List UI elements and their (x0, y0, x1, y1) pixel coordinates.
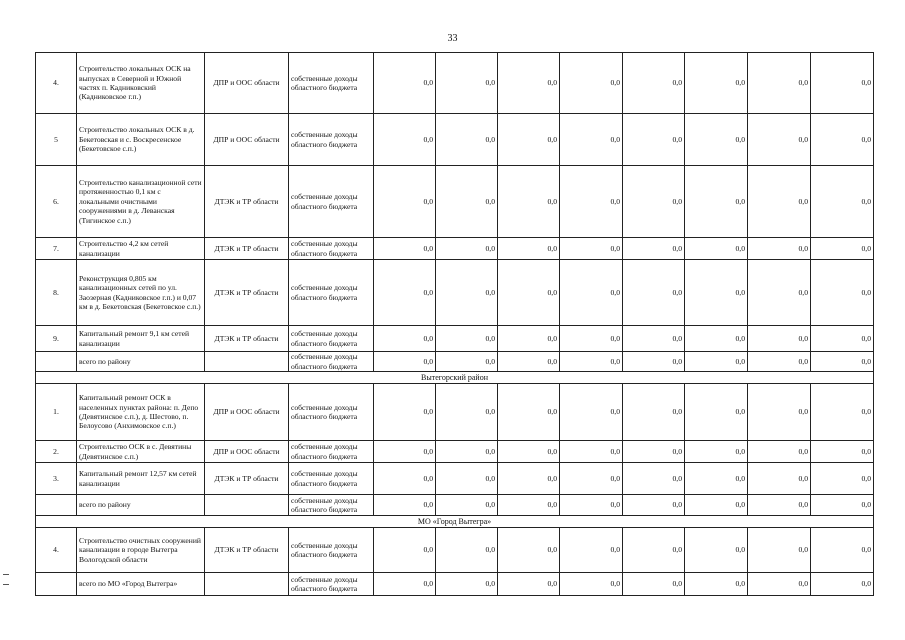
amount-cell: 0,0 (811, 463, 874, 495)
activity-name: Строительство ОСК в с. Девятины (Девятинское с.п.) (77, 441, 205, 463)
amount-cell: 0,0 (498, 238, 560, 260)
table-row (36, 53, 874, 114)
funding-source: собственные доходы областного бюджета (289, 573, 374, 596)
row-number: 1. (36, 384, 77, 441)
amount-cell: 0,0 (498, 352, 560, 372)
amount-cell: 0,0 (560, 495, 623, 516)
table-row (36, 463, 874, 495)
amount-cell: 0,0 (623, 528, 685, 573)
total-row (36, 352, 874, 372)
margin-mark (3, 584, 9, 585)
amount-cell: 0,0 (623, 326, 685, 352)
amount-cell: 0,0 (498, 166, 560, 238)
amount-cell: 0,0 (811, 441, 874, 463)
amount-cell: 0,0 (811, 528, 874, 573)
amount-cell: 0,0 (685, 495, 748, 516)
row-number (36, 352, 77, 372)
amount-cell: 0,0 (623, 495, 685, 516)
row-number: 5 (36, 114, 77, 166)
funding-source: собственные доходы областного бюджета (289, 238, 374, 260)
executor: ДТЭК и ТР области (205, 326, 289, 352)
amount-cell: 0,0 (498, 384, 560, 441)
funding-source: собственные доходы областного бюджета (289, 326, 374, 352)
amount-cell: 0,0 (623, 441, 685, 463)
amount-cell: 0,0 (436, 495, 498, 516)
table-row (36, 441, 874, 463)
row-number: 2. (36, 441, 77, 463)
total-row (36, 573, 874, 596)
amount-cell: 0,0 (811, 238, 874, 260)
amount-cell: 0,0 (560, 463, 623, 495)
amount-cell: 0,0 (811, 495, 874, 516)
amount-cell: 0,0 (623, 238, 685, 260)
amount-cell: 0,0 (560, 166, 623, 238)
amount-cell: 0,0 (374, 114, 436, 166)
amount-cell: 0,0 (811, 114, 874, 166)
amount-cell: 0,0 (685, 53, 748, 114)
amount-cell: 0,0 (623, 53, 685, 114)
table-row (36, 326, 874, 352)
amount-cell: 0,0 (685, 326, 748, 352)
activity-name: Строительство локальных ОСК на выпусках в Северной и Южной частях п. Кадниковский (Кадниковское г.п.) (77, 53, 205, 114)
amount-cell: 0,0 (748, 463, 811, 495)
amount-cell: 0,0 (436, 573, 498, 596)
amount-cell: 0,0 (498, 495, 560, 516)
row-number: 4. (36, 53, 77, 114)
amount-cell: 0,0 (498, 53, 560, 114)
amount-cell: 0,0 (374, 238, 436, 260)
activity-name: всего по району (77, 352, 205, 372)
executor (205, 573, 289, 596)
amount-cell: 0,0 (436, 463, 498, 495)
activity-name: Капитальный ремонт ОСК в населенных пунктах района: п. Депо (Девятинское с.п.), д. Шестово, п. Белоусово (Анхимовское с.п.) (77, 384, 205, 441)
amount-cell: 0,0 (623, 166, 685, 238)
amount-cell: 0,0 (685, 384, 748, 441)
amount-cell: 0,0 (748, 53, 811, 114)
district-header-row (36, 372, 874, 384)
amount-cell: 0,0 (560, 384, 623, 441)
executor: ДПР и ООС области (205, 441, 289, 463)
executor: ДТЭК и ТР области (205, 528, 289, 573)
executor: ДПР и ООС области (205, 114, 289, 166)
amount-cell: 0,0 (374, 463, 436, 495)
amount-cell: 0,0 (374, 326, 436, 352)
amount-cell: 0,0 (374, 352, 436, 372)
activity-name: Строительство очистных сооружений канализации в городе Вытегра Вологодской области (77, 528, 205, 573)
activity-name: Капитальный ремонт 12,57 км сетей канализации (77, 463, 205, 495)
row-number: 3. (36, 463, 77, 495)
executor (205, 352, 289, 372)
executor: ДТЭК и ТР области (205, 463, 289, 495)
amount-cell: 0,0 (623, 352, 685, 372)
amount-cell: 0,0 (560, 441, 623, 463)
page-number: 33 (447, 33, 458, 44)
table-row (36, 114, 874, 166)
amount-cell: 0,0 (685, 260, 748, 326)
amount-cell: 0,0 (498, 441, 560, 463)
table-row (36, 528, 874, 573)
amount-cell: 0,0 (685, 573, 748, 596)
amount-cell: 0,0 (685, 528, 748, 573)
amount-cell: 0,0 (374, 573, 436, 596)
district-title: Вытегорский район (36, 372, 874, 384)
margin-mark (3, 574, 9, 575)
funding-source: собственные доходы областного бюджета (289, 463, 374, 495)
district-header-row (36, 516, 874, 528)
amount-cell: 0,0 (436, 326, 498, 352)
amount-cell: 0,0 (436, 384, 498, 441)
amount-cell: 0,0 (685, 352, 748, 372)
table-row (36, 384, 874, 441)
funding-source: собственные доходы областного бюджета (289, 384, 374, 441)
row-number: 9. (36, 326, 77, 352)
amount-cell: 0,0 (498, 528, 560, 573)
row-number: 8. (36, 260, 77, 326)
amount-cell: 0,0 (498, 260, 560, 326)
funding-source: собственные доходы областного бюджета (289, 441, 374, 463)
amount-cell: 0,0 (811, 166, 874, 238)
amount-cell: 0,0 (811, 326, 874, 352)
amount-cell: 0,0 (623, 260, 685, 326)
amount-cell: 0,0 (748, 441, 811, 463)
amount-cell: 0,0 (374, 53, 436, 114)
table-row (36, 238, 874, 260)
funding-source: собственные доходы областного бюджета (289, 495, 374, 516)
executor: ДТЭК и ТР области (205, 238, 289, 260)
row-number (36, 495, 77, 516)
amount-cell: 0,0 (623, 463, 685, 495)
amount-cell: 0,0 (623, 114, 685, 166)
amount-cell: 0,0 (498, 463, 560, 495)
amount-cell: 0,0 (560, 352, 623, 372)
amount-cell: 0,0 (685, 463, 748, 495)
executor (205, 495, 289, 516)
total-row (36, 495, 874, 516)
amount-cell: 0,0 (623, 573, 685, 596)
amount-cell: 0,0 (436, 260, 498, 326)
amount-cell: 0,0 (748, 528, 811, 573)
amount-cell: 0,0 (748, 114, 811, 166)
budget-table (35, 52, 874, 596)
amount-cell: 0,0 (685, 114, 748, 166)
amount-cell: 0,0 (436, 114, 498, 166)
amount-cell: 0,0 (748, 495, 811, 516)
amount-cell: 0,0 (498, 326, 560, 352)
amount-cell: 0,0 (436, 238, 498, 260)
amount-cell: 0,0 (623, 384, 685, 441)
row-number: 4. (36, 528, 77, 573)
amount-cell: 0,0 (748, 326, 811, 352)
amount-cell: 0,0 (436, 166, 498, 238)
row-number: 6. (36, 166, 77, 238)
amount-cell: 0,0 (374, 166, 436, 238)
amount-cell: 0,0 (560, 260, 623, 326)
executor: ДПР и ООС области (205, 384, 289, 441)
district-title: МО «Город Вытегра» (36, 516, 874, 528)
amount-cell: 0,0 (685, 238, 748, 260)
amount-cell: 0,0 (560, 238, 623, 260)
activity-name: Строительство канализационной сети протяженностью 0,1 км с локальными очистными сооружениями в д. Леванская (Тигинское с.п.) (77, 166, 205, 238)
funding-source: собственные доходы областного бюджета (289, 352, 374, 372)
amount-cell: 0,0 (560, 114, 623, 166)
amount-cell: 0,0 (436, 352, 498, 372)
activity-name: Реконструкция 0,805 км канализационных сетей по ул. Заозерная (Кадниковское г.п.) и 0,07 км в д. Бекетовская (Бекетовское с.п.) (77, 260, 205, 326)
amount-cell: 0,0 (748, 384, 811, 441)
amount-cell: 0,0 (811, 384, 874, 441)
amount-cell: 0,0 (374, 384, 436, 441)
amount-cell: 0,0 (374, 441, 436, 463)
amount-cell: 0,0 (811, 53, 874, 114)
activity-name: Строительство 4,2 км сетей канализации (77, 238, 205, 260)
amount-cell: 0,0 (560, 326, 623, 352)
amount-cell: 0,0 (748, 166, 811, 238)
amount-cell: 0,0 (498, 114, 560, 166)
executor: ДПР и ООС области (205, 53, 289, 114)
amount-cell: 0,0 (748, 238, 811, 260)
table-row (36, 166, 874, 238)
executor: ДТЭК и ТР области (205, 166, 289, 238)
funding-source: собственные доходы областного бюджета (289, 114, 374, 166)
amount-cell: 0,0 (685, 441, 748, 463)
amount-cell: 0,0 (560, 53, 623, 114)
amount-cell: 0,0 (560, 528, 623, 573)
amount-cell: 0,0 (436, 528, 498, 573)
funding-source: собственные доходы областного бюджета (289, 53, 374, 114)
row-number (36, 573, 77, 596)
amount-cell: 0,0 (685, 166, 748, 238)
executor: ДТЭК и ТР области (205, 260, 289, 326)
amount-cell: 0,0 (436, 441, 498, 463)
table-row (36, 260, 874, 326)
amount-cell: 0,0 (374, 528, 436, 573)
amount-cell: 0,0 (811, 260, 874, 326)
amount-cell: 0,0 (374, 495, 436, 516)
funding-source: собственные доходы областного бюджета (289, 260, 374, 326)
amount-cell: 0,0 (560, 573, 623, 596)
amount-cell: 0,0 (436, 53, 498, 114)
row-number: 7. (36, 238, 77, 260)
activity-name: Строительство локальных ОСК в д. Бекетовская и с. Воскресенское (Бекетовское с.п.) (77, 114, 205, 166)
activity-name: всего по МО «Город Вытегра» (77, 573, 205, 596)
activity-name: Капитальный ремонт 9,1 км сетей канализации (77, 326, 205, 352)
amount-cell: 0,0 (374, 260, 436, 326)
amount-cell: 0,0 (748, 573, 811, 596)
amount-cell: 0,0 (498, 573, 560, 596)
amount-cell: 0,0 (748, 352, 811, 372)
amount-cell: 0,0 (811, 573, 874, 596)
activity-name: всего по району (77, 495, 205, 516)
amount-cell: 0,0 (748, 260, 811, 326)
amount-cell: 0,0 (811, 352, 874, 372)
funding-source: собственные доходы областного бюджета (289, 166, 374, 238)
funding-source: собственные доходы областного бюджета (289, 528, 374, 573)
